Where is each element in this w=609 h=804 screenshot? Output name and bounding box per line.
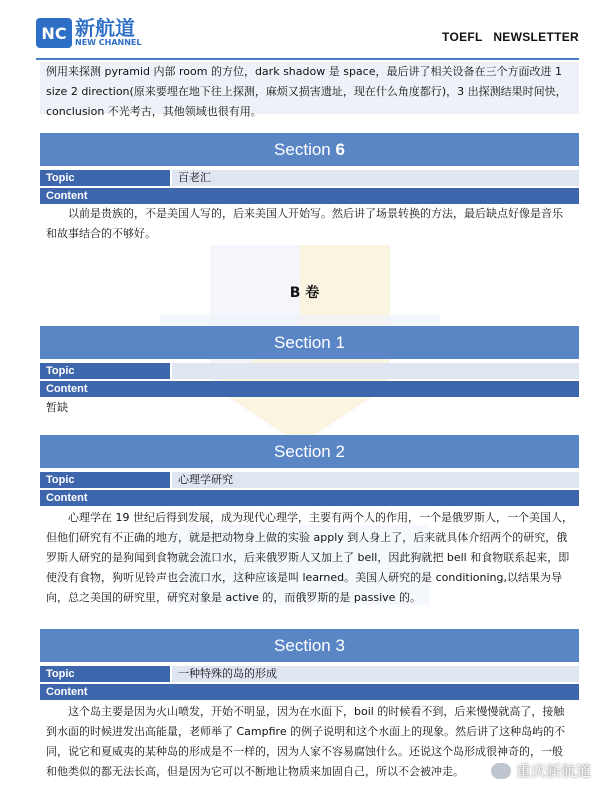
logo-english: NEW CHANNEL [75, 38, 142, 47]
logo-mark: NC [36, 18, 72, 48]
section-6-content: 以前是贵族的，不是美国人写的，后来美国人开始写。然后讲了场景转换的方法，最后缺点好像是音乐和故事结合的不够好。 [46, 207, 563, 240]
source-watermark [491, 760, 591, 781]
section-6-topic-row [40, 170, 579, 186]
content-label: Content [40, 381, 579, 397]
section-1-topic [172, 363, 579, 379]
section-2-topic: 心理学研究 [172, 472, 579, 488]
topic-label: Topic [40, 472, 170, 488]
section-1-topic-row [40, 363, 579, 379]
topic-label: Topic [40, 666, 170, 682]
section-6-content-row [40, 188, 579, 204]
section-1-header: Section 1 [40, 326, 579, 359]
section-3-content: 这个岛主要是因为火山喷发，开始不明显，因为在水面下，boil 的时候看不到，后来慢慢就高了，接触到水面的时候进发出高能量，老师举了 Campfire 的例子说明和这个水面上的现象。然后讲了这种岛屿的不同，说它和夏威夷的某种岛的形成是不一样的，因为人家不容易腐蚀什么。还说这个岛形成很神奇的，一般和他类似的都无法长高，但是因为它可以不断地让物质来加固自己，所以不会被冲走。 [46, 705, 566, 778]
section-2-content-row [40, 490, 579, 506]
intro-paragraph: 例用来探测 pyramid 内部 room 的方位，dark shadow 是 space，最后讲了相关设备在三个方面改进 1 size 2 direction(原来要埋在地下往上探测，麻烦又损害遗址，现在什么角度都行)，3 出探测结果时间快，conclusion 不光考古，其他领域也很有用。 [40, 62, 579, 114]
section-6-topic: 百老汇 [172, 170, 579, 186]
section-3-topic-row [40, 666, 579, 682]
brand-logo [36, 18, 141, 48]
section-6-title-prefix: Section [274, 139, 336, 159]
section-6-number: 6 [335, 139, 345, 159]
section-2-topic-row [40, 472, 579, 488]
section-3-content-row [40, 684, 579, 700]
section-3-header: Section 3 [40, 629, 579, 662]
topic-label: Topic [40, 363, 170, 379]
content-label: Content [40, 490, 579, 506]
topic-label: Topic [40, 170, 170, 186]
content-label: Content [40, 188, 579, 204]
part-b-title: B 卷 [289, 285, 320, 301]
content-label: Content [40, 684, 579, 700]
section-1-content-row [40, 381, 579, 397]
source-watermark-text: 重庆新航道 [515, 762, 591, 780]
section-3-topic: 一种特殊的岛的形成 [172, 666, 579, 682]
section-2-content: 心理学在 19 世纪后得到发展，成为现代心理学，主要有两个人的作用，一个是俄罗斯人，一个美国人，但他们研究有不正确的地方，就是把动物身上做的实验 apply 到人身上了，后来就具体介绍两个的研究，俄罗斯人研究的是狗闻到食物就会流口水，后来俄罗斯人又加上了 bell，因此狗就把 bell 和食物联系起来，即使没有食物，狗听见铃声也会流口水，这种应该是叫 learned。美国人研究的是 conditioning,以结果为导向，总之美国的研究里，研究对象是 active 的，而俄罗斯的是 passive 的。 [46, 511, 573, 604]
page-header [36, 18, 579, 62]
section-2-header: Section 2 [40, 435, 579, 468]
newsletter-title: TOEFL NEWSLETTER [442, 30, 579, 44]
wechat-icon [491, 763, 511, 779]
section-1-content: 暂缺 [46, 401, 68, 414]
logo-chinese: 新航道 [75, 16, 135, 40]
section-6-header [40, 133, 579, 166]
header-divider [36, 58, 579, 60]
